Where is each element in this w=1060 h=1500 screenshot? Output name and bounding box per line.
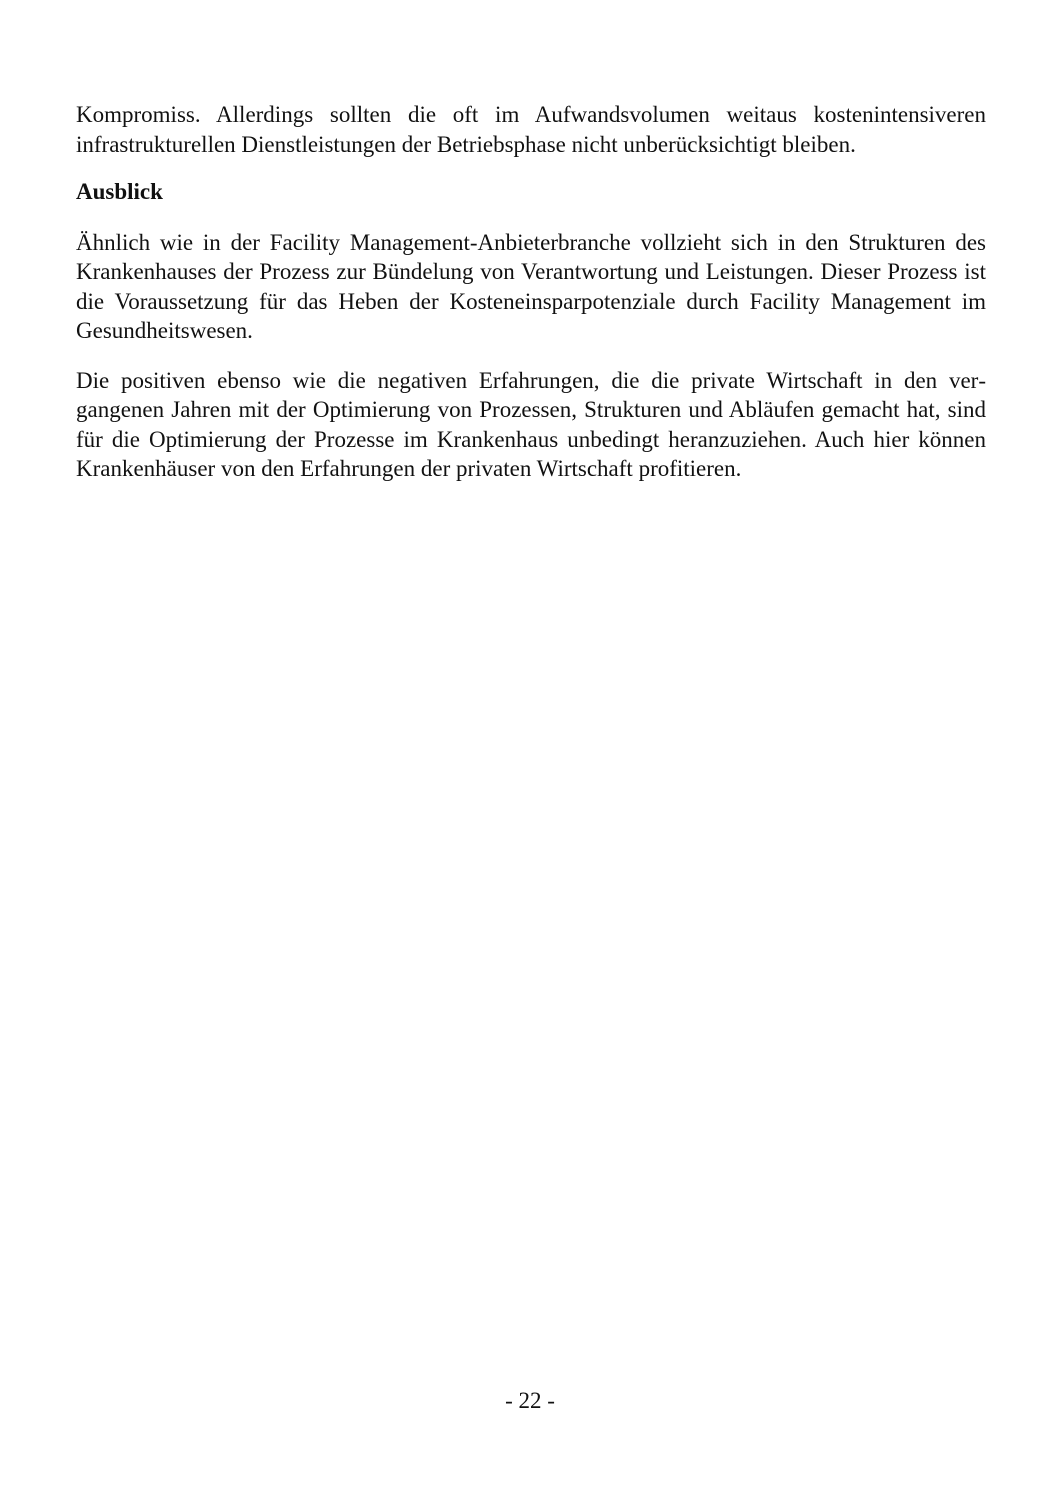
paragraph-kompromiss: Kompromiss. Allerdings sollten die oft im Aufwandsvolumen weitaus kostenintensiveren infrastrukturellen Dienstleistungen der Betriebsphase nicht unberücksichtigt bleiben. [76,102,986,157]
section-heading-ausblick: Ausblick [76,179,163,204]
page-content [76,100,986,484]
paragraph-erfahrungen: Die positiven ebenso wie die negativen Erfahrungen, die die private Wirtschaft in den vergangenen Jahren mit der Optimierung von Prozessen, Strukturen und Abläufen gemacht hat, sind für die Optimierung der Prozesse im Krankenhaus unbedingt heranzuziehen. Auch hier können Krankenhäuser von den Erfahrungen der privaten Wirtschaft profitieren. [76,367,986,481]
page-number: - 22 - [505,1388,555,1413]
paragraph-facility-management: Ähnlich wie in der Facility Management-Anbieterbranche vollzieht sich in den Strukturen des Krankenhauses der Prozess zur Bündelung von Verantwortung und Leistungen. Dieser Prozess ist die Voraussetzung für das Heben der Kosteneinsparpotenziale durch Facility Management im Gesundheitswesen. [76,229,986,343]
